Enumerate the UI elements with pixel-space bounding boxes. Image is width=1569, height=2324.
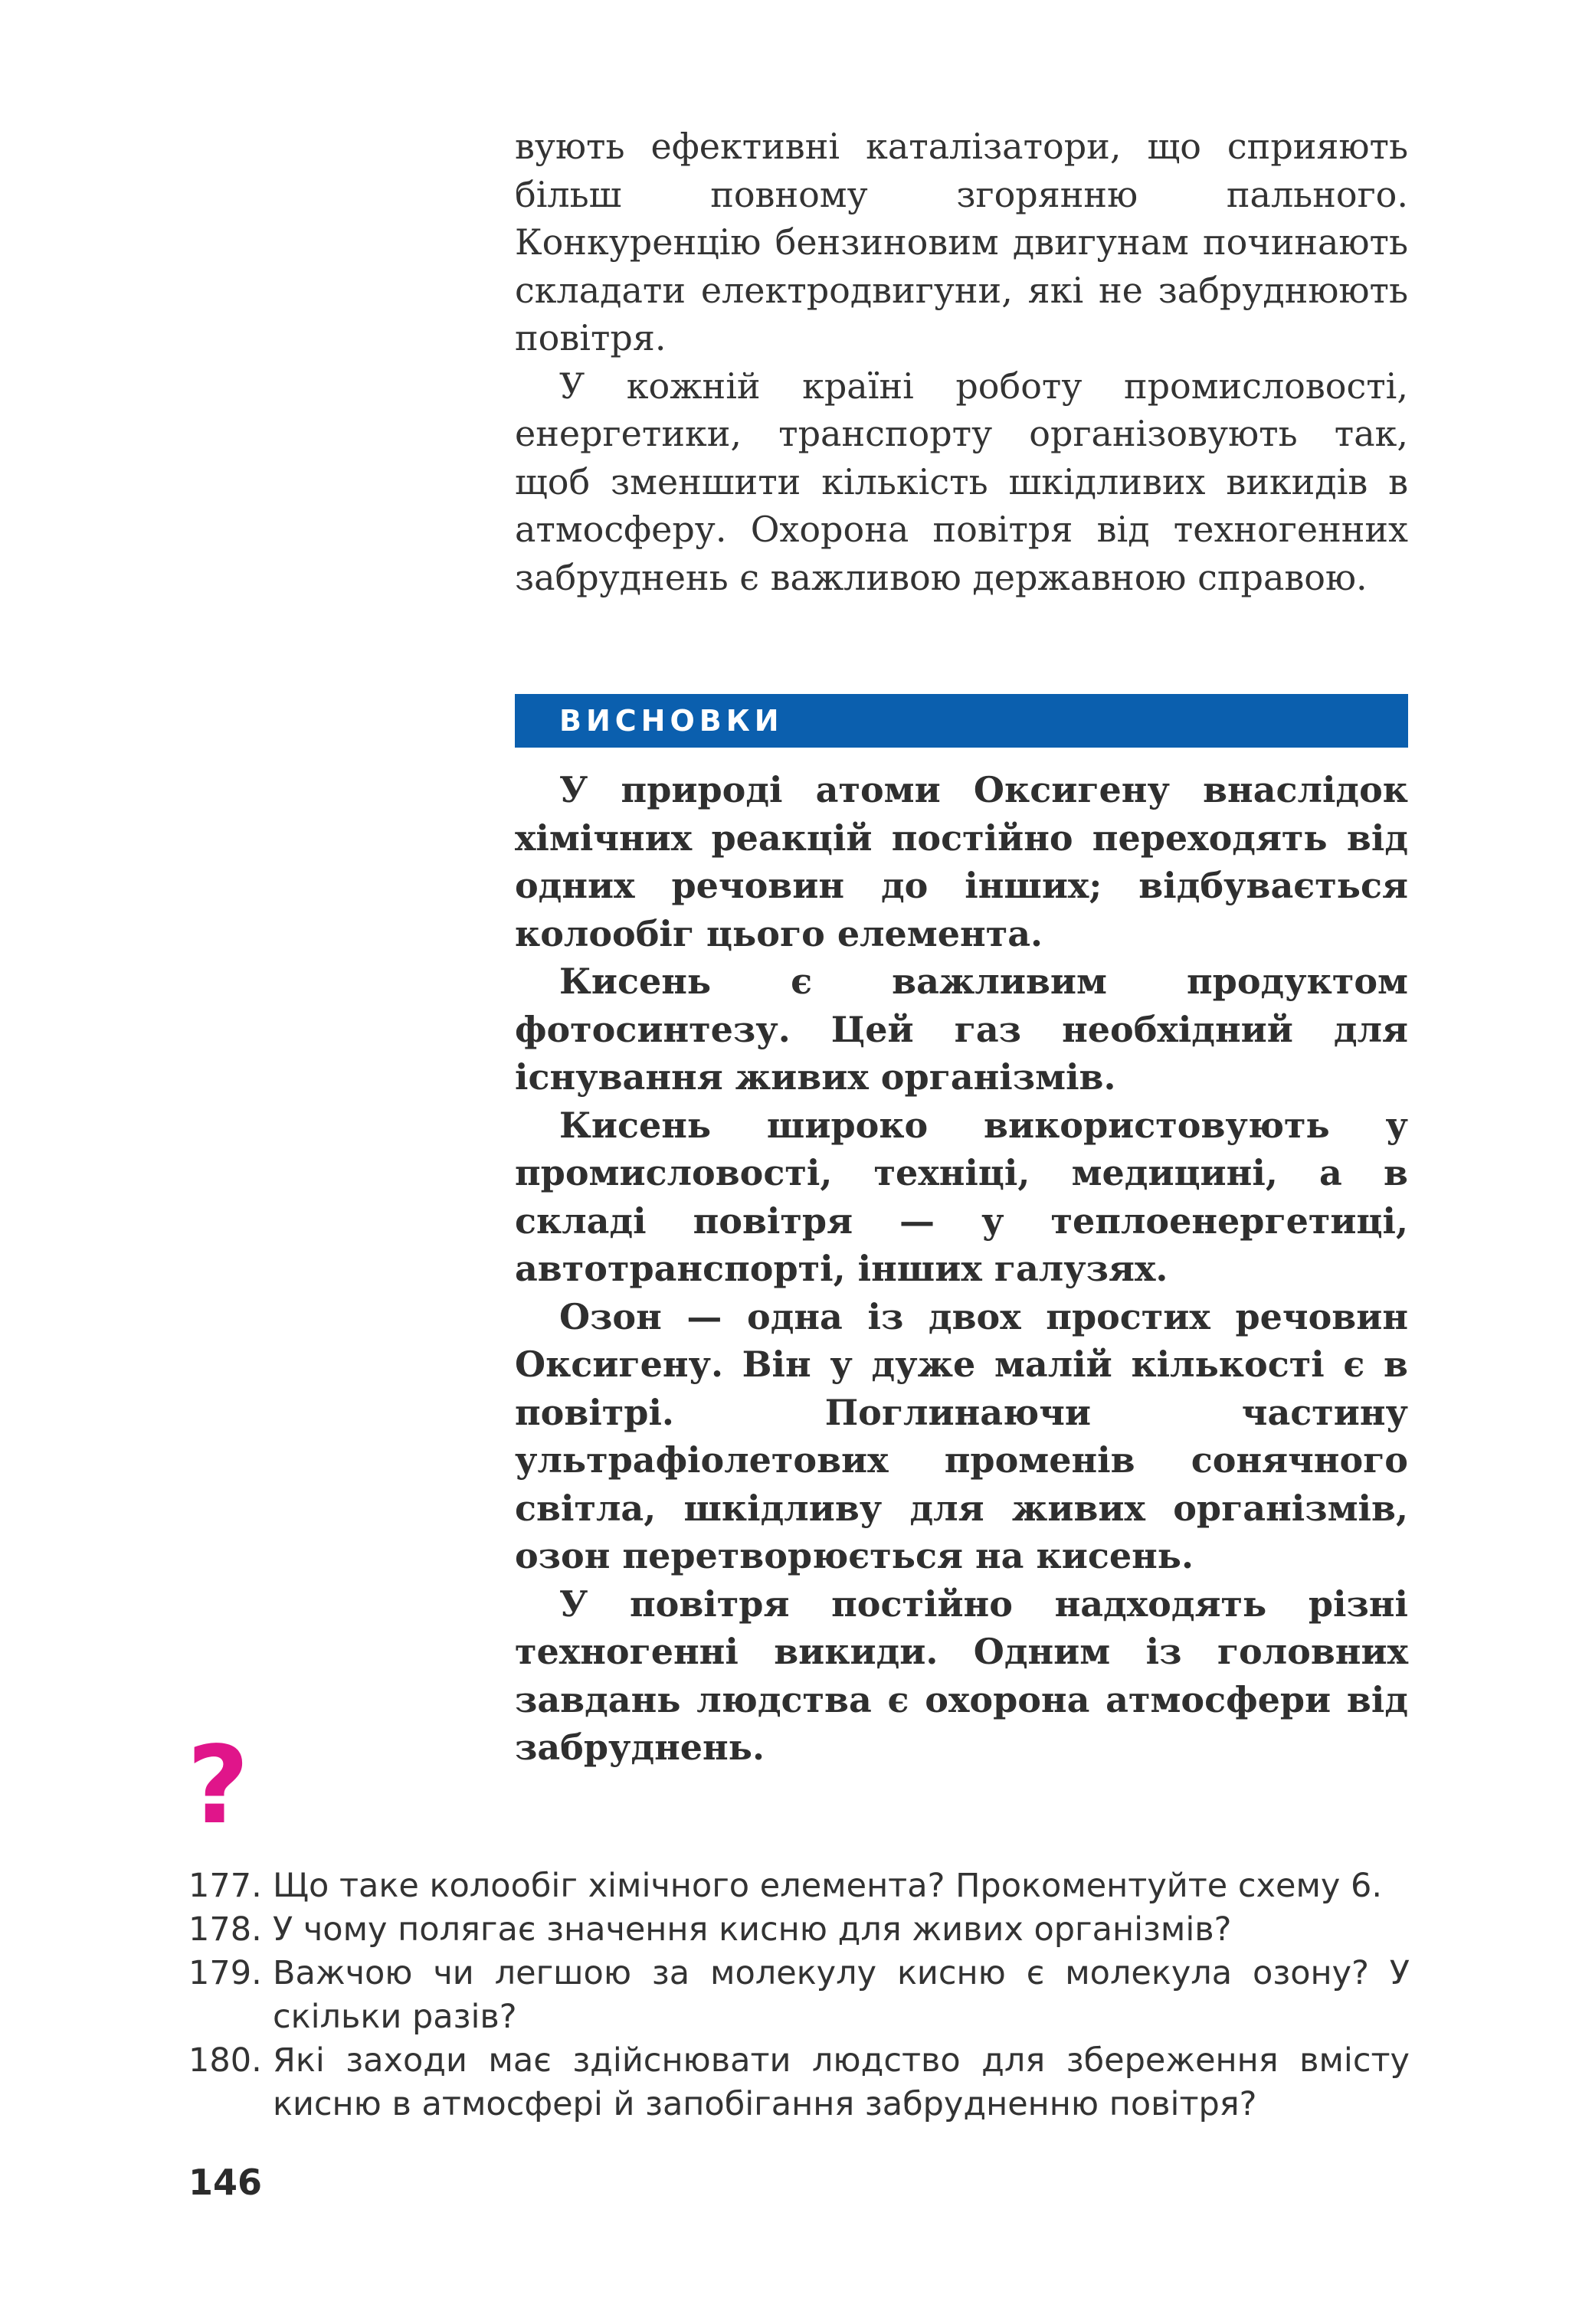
conclusion-paragraph: Озон — одна із двох простих речовин Оксигену. Він у дуже малій кількості є в повітрі. Поглинаючи частину ультрафіолетових променів сонячного світла, шкідливу для живих організмів, озон перетворюється на кисень. — [515, 1295, 1408, 1576]
questions-list — [188, 1864, 1410, 2126]
conclusions-heading-banner — [515, 694, 1408, 748]
question-item — [188, 1864, 1410, 1908]
question-text: У чому полягає значення кисню для живих організмів? — [273, 1910, 1232, 1949]
conclusions-text — [515, 766, 1408, 1772]
question-text: Що таке колообіг хімічного елемента? Прокоментуйте схему 6. — [273, 1867, 1383, 1905]
question-item — [188, 1952, 1410, 2039]
question-number: 178. — [188, 1910, 262, 1949]
conclusion-paragraph: Кисень є важливим продуктом фотосинтезу. Цей газ необхідний для існування живих організмів. — [515, 961, 1408, 1098]
conclusion-paragraph: Кисень широко використовують у промисловості, техніці, медицині, а в складі повітря — у теплоенергетиці, автотранспорті, інших галузях. — [515, 1104, 1408, 1289]
question-item — [188, 1908, 1410, 1952]
question-item — [188, 2039, 1410, 2126]
question-number: 179. — [188, 1954, 262, 1992]
conclusion-paragraph: У повітря постійно надходять різні техногенні викиди. Одним із головних завдань людства є охорона атмосфери від забруднень. — [515, 1583, 1408, 1768]
question-mark-icon: ? — [187, 1723, 250, 1848]
page-number: 146 — [188, 2162, 263, 2203]
intro-paragraph: вують ефективні каталізатори, що сприяють більш повному згорянню пального. Конкуренцію бензиновим двигунам починають складати електродвигуни, які не забруднюють повітря. — [515, 126, 1408, 358]
question-number: 180. — [188, 2041, 262, 2080]
question-text: Важчою чи легшою за молекулу кисню є молекула озону? У скільки разів? — [273, 1954, 1410, 2036]
question-text: Які заходи має здійснювати людство для збереження вмісту кисню в атмосфері й запобігання забрудненню повітря? — [273, 2041, 1410, 2123]
conclusions-heading: ВИСНОВКИ — [559, 704, 784, 738]
intro-paragraph: У кожній країні роботу промисловості, енергетики, транспорту організовують так, щоб зменшити кількість шкідливих викидів в атмосферу. Охорона повітря від техногенних забруднень є важливою державною справою. — [515, 365, 1408, 598]
intro-text — [515, 123, 1408, 601]
conclusion-paragraph: У природі атоми Оксигену внаслідок хімічних реакцій постійно переходять від одних речовин до інших; відбувається колообіг цього елемента. — [515, 769, 1408, 954]
question-number: 177. — [188, 1867, 262, 1905]
